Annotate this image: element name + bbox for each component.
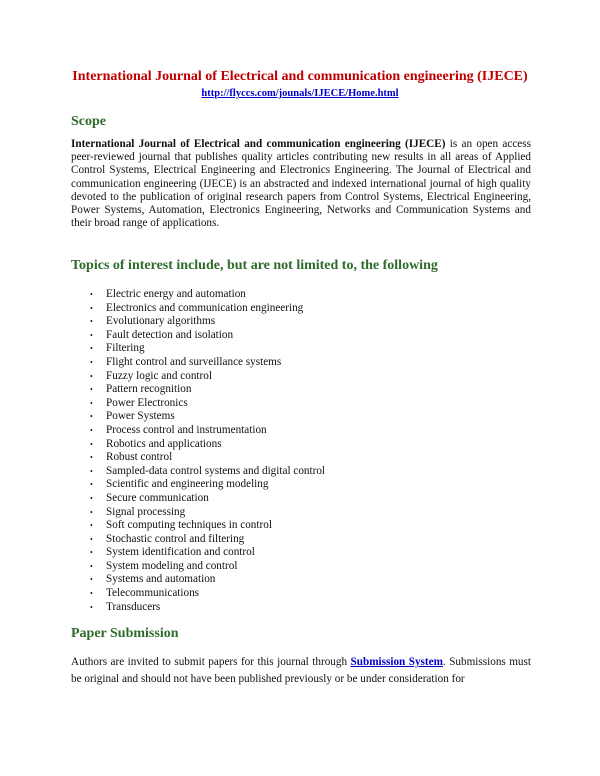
topic-item — [90, 410, 325, 424]
bullet-icon: • — [90, 466, 93, 476]
bullet-icon: • — [90, 589, 93, 599]
topic-label: Soft computing techniques in control — [106, 519, 272, 532]
bullet-icon: • — [90, 344, 93, 354]
topic-item — [90, 370, 325, 384]
topic-label: Systems and automation — [106, 573, 216, 586]
submission-paragraph — [71, 654, 531, 688]
submission-heading: Paper Submission — [71, 626, 179, 641]
bullet-icon: • — [90, 575, 93, 585]
bullet-icon: • — [90, 493, 93, 503]
bullet-icon: • — [90, 303, 93, 313]
topic-label: Flight control and surveillance systems — [106, 355, 282, 368]
topic-label: Fuzzy logic and control — [106, 369, 212, 382]
submission-text-before: Authors are invited to submit papers for this journal through — [71, 656, 351, 668]
scope-journal-name: International Journal of Electrical and communication engineering (IJECE) — [71, 138, 446, 150]
topic-item — [90, 356, 325, 370]
topic-item — [90, 533, 325, 547]
bullet-icon: • — [90, 507, 93, 517]
scope-paragraph — [71, 138, 531, 230]
topic-label: Telecommunications — [106, 587, 200, 600]
topic-label: Process control and instrumentation — [106, 423, 267, 436]
topic-label: Transducers — [106, 600, 161, 613]
topic-item — [90, 302, 325, 316]
bullet-icon: • — [90, 317, 93, 327]
topic-item — [90, 587, 325, 601]
topics-list — [90, 288, 325, 614]
bullet-icon: • — [90, 385, 93, 395]
topic-label: Power Systems — [106, 410, 175, 423]
topic-label: Pattern recognition — [106, 383, 192, 396]
topic-label: Electronics and communication engineering — [106, 301, 304, 314]
bullet-icon: • — [90, 425, 93, 435]
topic-item — [90, 519, 325, 533]
topic-item — [90, 492, 325, 506]
topic-item — [90, 506, 325, 520]
topic-label: Robotics and applications — [106, 437, 222, 450]
bullet-icon: • — [90, 561, 93, 571]
bullet-icon: • — [90, 330, 93, 340]
topic-item — [90, 329, 325, 343]
topic-label: Fault detection and isolation — [106, 328, 234, 341]
topic-item — [90, 451, 325, 465]
scope-body: is an open access peer-reviewed journal that publishes quality articles contributing new results in all areas of Applied Control Systems, Electrical Engineering and Electronics Engineering. The Journal of Electrical and communication engineering (IJECE) is an abstracted and indexed international journal of high quality devoted to the publication of original research papers from Control Systems, Electrical Engineering, Power Systems, Automation, Electronics Engineering, Networks and Communication Systems and their broad range of applications. — [71, 138, 531, 230]
bullet-icon: • — [90, 439, 93, 449]
topic-label: Filtering — [106, 342, 145, 355]
topic-item — [90, 383, 325, 397]
topic-item — [90, 573, 325, 587]
topic-label: Power Electronics — [106, 396, 188, 409]
bullet-icon: • — [90, 357, 93, 367]
submission-system-link[interactable]: Submission System — [350, 656, 443, 668]
topic-label: Evolutionary algorithms — [106, 315, 216, 328]
topic-label: Secure communication — [106, 491, 209, 504]
topic-label: System modeling and control — [106, 559, 238, 572]
scope-heading: Scope — [71, 114, 106, 129]
topic-item — [90, 560, 325, 574]
topic-label: Electric energy and automation — [106, 288, 246, 300]
bullet-icon: • — [90, 412, 93, 422]
journal-home-link[interactable]: http://flyccs.com/jounals/IJECE/Home.html — [201, 88, 399, 99]
topic-item — [90, 288, 325, 302]
topic-item — [90, 546, 325, 560]
topic-item — [90, 478, 325, 492]
topic-label: Sampled-data control systems and digital control — [106, 464, 326, 477]
bullet-icon: • — [90, 521, 93, 531]
topic-item — [90, 601, 325, 615]
topic-item — [90, 342, 325, 356]
bullet-icon: • — [90, 534, 93, 544]
bullet-icon: • — [90, 548, 93, 558]
bullet-icon: • — [90, 453, 93, 463]
topic-label: System identification and control — [106, 546, 255, 559]
bullet-icon: • — [90, 371, 93, 381]
topic-label: Signal processing — [106, 505, 186, 518]
topic-item — [90, 465, 325, 479]
topic-item — [90, 424, 325, 438]
topics-heading: Topics of interest include, but are not limited to, the following — [71, 258, 438, 273]
journal-url-line — [0, 87, 600, 100]
topic-item — [90, 315, 325, 329]
bullet-icon: • — [90, 480, 93, 490]
journal-title: International Journal of Electrical and communication engineering (IJECE) — [72, 69, 528, 84]
submission-text-after: . Submissions must be original and should not have been published previously or be under consideration for — [71, 656, 531, 685]
topic-label: Stochastic control and filtering — [106, 532, 245, 545]
bullet-icon: • — [90, 290, 93, 299]
topic-label: Scientific and engineering modeling — [106, 478, 269, 491]
topic-label: Robust control — [106, 451, 173, 464]
topic-item — [90, 397, 325, 411]
bullet-icon: • — [90, 602, 93, 612]
bullet-icon: • — [90, 398, 93, 408]
topic-item — [90, 438, 325, 452]
